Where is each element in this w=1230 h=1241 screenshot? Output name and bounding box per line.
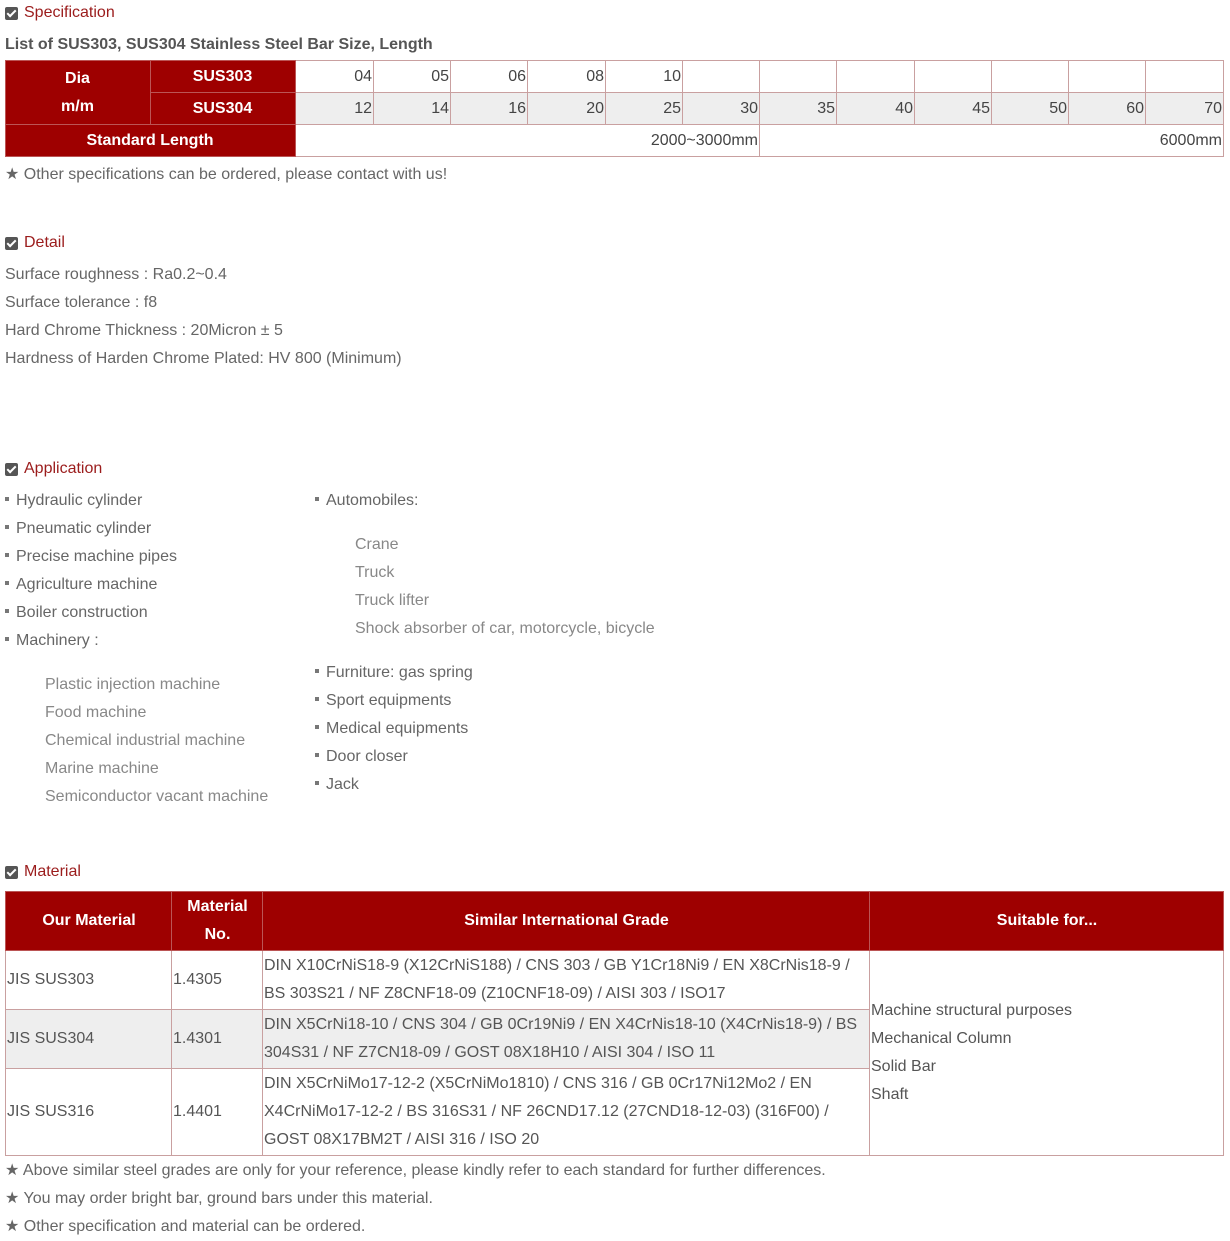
list-item: Agriculture machine	[5, 576, 157, 594]
material-grade: DIN X5CrNi18-10 / CNS 304 / GB 0Cr19Ni9 / EN X4CrNis18-10 (X4CrNis18-9) / BS 304S31 / NF Z7CN18-09 / GOST 08X18H10 / AISI 304 / ISO 11	[263, 1010, 870, 1069]
list-item: Sport equipments	[315, 692, 451, 710]
spec-cell	[683, 61, 760, 93]
list-item: Medical equipments	[315, 720, 468, 738]
material-no: 1.4401	[172, 1069, 263, 1156]
bullet-icon	[5, 553, 9, 557]
bullet-icon	[5, 581, 9, 585]
material-no-header: Material No.	[172, 892, 263, 951]
list-item: Machinery :	[5, 632, 99, 650]
sub-item: Crane	[355, 536, 399, 553]
dia-label: Dia	[65, 69, 90, 87]
detail-line: Surface tolerance : f8	[5, 294, 158, 311]
spec-cell	[1146, 61, 1224, 93]
bullet-icon	[5, 609, 9, 613]
sus304-label: SUS304	[151, 93, 296, 125]
bullet-icon	[315, 725, 319, 729]
material-header-row	[6, 892, 1224, 951]
spec-cell: 35	[760, 93, 837, 125]
section-title: Material	[24, 863, 81, 880]
suitable-cell	[870, 951, 1224, 1156]
material-name: JIS SUS316	[6, 1069, 172, 1156]
suitable-item: Mechanical Column	[871, 1030, 1012, 1047]
bullet-icon	[315, 697, 319, 701]
material-note: ★ Other specification and material can be ordered.	[5, 1218, 366, 1235]
checkbox-icon	[5, 237, 18, 250]
section-title: Application	[24, 460, 103, 477]
spec-cell: 10	[606, 61, 683, 93]
spec-cell: 05	[374, 61, 451, 93]
spec-cell: 20	[528, 93, 606, 125]
list-item: Pneumatic cylinder	[5, 520, 151, 538]
grade-header: Similar International Grade	[263, 892, 870, 951]
material-no: 1.4305	[172, 951, 263, 1010]
list-item: Hydraulic cylinder	[5, 492, 142, 510]
suitable-item: Machine structural purposes	[871, 1002, 1072, 1019]
section-title: Specification	[24, 4, 115, 21]
detail-line: Hard Chrome Thickness : 20Micron ± 5	[5, 322, 283, 339]
list-item: Precise machine pipes	[5, 548, 177, 566]
spec-cell: 16	[451, 93, 528, 125]
spec-row-sus303	[6, 61, 1224, 93]
bullet-icon	[315, 669, 319, 673]
sub-item: Shock absorber of car, motorcycle, bicycle	[355, 620, 655, 637]
checkbox-icon	[5, 463, 18, 476]
spec-row-length	[6, 125, 1224, 157]
spec-cell: 50	[992, 93, 1069, 125]
sub-item: Plastic injection machine	[45, 676, 221, 693]
spec-cell	[1069, 61, 1146, 93]
spec-cell: 60	[1069, 93, 1146, 125]
bullet-icon	[315, 753, 319, 757]
detail-line: Hardness of Harden Chrome Plated: HV 800 (Minimum)	[5, 350, 402, 367]
list-item: Jack	[315, 776, 359, 794]
checkbox-icon	[5, 7, 18, 20]
bullet-icon	[315, 781, 319, 785]
spec-cell: 06	[451, 61, 528, 93]
detail-heading	[5, 233, 65, 253]
section-title: Detail	[24, 234, 65, 251]
spec-cell: 04	[296, 61, 374, 93]
length-long: 6000mm	[760, 125, 1224, 157]
specification-heading	[5, 3, 115, 23]
application-heading	[5, 459, 102, 479]
spec-cell: 70	[1146, 93, 1224, 125]
spec-cell	[992, 61, 1069, 93]
spec-table	[5, 60, 1224, 157]
our-material-header: Our Material	[6, 892, 172, 951]
checkbox-icon	[5, 866, 18, 879]
bullet-icon	[5, 497, 9, 501]
material-note: ★ Above similar steel grades are only for your reference, please kindly refer to each standard for further differences.	[5, 1162, 826, 1179]
spec-cell	[760, 61, 837, 93]
sub-item: Truck lifter	[355, 592, 430, 609]
list-item: Automobiles:	[315, 492, 419, 510]
mm-label: m/m	[61, 97, 94, 115]
spec-cell	[915, 61, 992, 93]
suitable-header: Suitable for...	[870, 892, 1224, 951]
suitable-item: Shaft	[871, 1086, 909, 1103]
material-grade: DIN X5CrNiMo17-12-2 (X5CrNiMo1810) / CNS 316 / GB 0Cr17Ni12Mo2 / EN X4CrNiMo17-12-2 / BS 316S31 / NF 26CND17.12 (27CND18-12-03) (316F00) / GOST 08X17BM2T / AISI 316 / ISO 20	[263, 1069, 870, 1156]
table-row	[6, 951, 1224, 1010]
suitable-item: Solid Bar	[871, 1058, 936, 1075]
material-no: 1.4301	[172, 1010, 263, 1069]
material-table	[5, 891, 1224, 1156]
sub-item: Semiconductor vacant machine	[45, 788, 269, 805]
bullet-icon	[5, 525, 9, 529]
detail-line: Surface roughness : Ra0.2~0.4	[5, 266, 227, 283]
bullet-icon	[315, 497, 319, 501]
list-item: Door closer	[315, 748, 408, 766]
material-name: JIS SUS303	[6, 951, 172, 1010]
list-item: Boiler construction	[5, 604, 148, 622]
material-note: ★ You may order bright bar, ground bars under this material.	[5, 1190, 433, 1207]
spec-cell: 40	[837, 93, 915, 125]
spec-note: ★ Other specifications can be ordered, please contact with us!	[5, 166, 448, 183]
sub-item: Chemical industrial machine	[45, 732, 246, 749]
spec-cell: 08	[528, 61, 606, 93]
material-heading	[5, 862, 81, 882]
sub-item: Truck	[355, 564, 395, 581]
spec-cell: 25	[606, 93, 683, 125]
material-name: JIS SUS304	[6, 1010, 172, 1069]
sub-item: Food machine	[45, 704, 147, 721]
material-grade: DIN X10CrNiS18-9 (X12CrNiS188) / CNS 303 / GB Y1Cr18Ni9 / EN X8CrNis18-9 / BS 303S21 / NF Z8CNF18-09 (Z10CNF18-09) / AISI 303 / ISO17	[263, 951, 870, 1010]
spec-cell: 45	[915, 93, 992, 125]
bullet-icon	[5, 637, 9, 641]
sus303-label: SUS303	[151, 61, 296, 93]
list-item: Furniture: gas spring	[315, 664, 473, 682]
spec-cell: 12	[296, 93, 374, 125]
standard-length-label: Standard Length	[6, 125, 296, 157]
spec-cell: 14	[374, 93, 451, 125]
spec-row-sus304	[6, 93, 1224, 125]
spec-cell: 30	[683, 93, 760, 125]
spec-cell	[837, 61, 915, 93]
dia-header	[6, 61, 151, 125]
length-short: 2000~3000mm	[296, 125, 760, 157]
sub-item: Marine machine	[45, 760, 159, 777]
spec-subtitle: List of SUS303, SUS304 Stainless Steel Bar Size, Length	[5, 36, 433, 53]
